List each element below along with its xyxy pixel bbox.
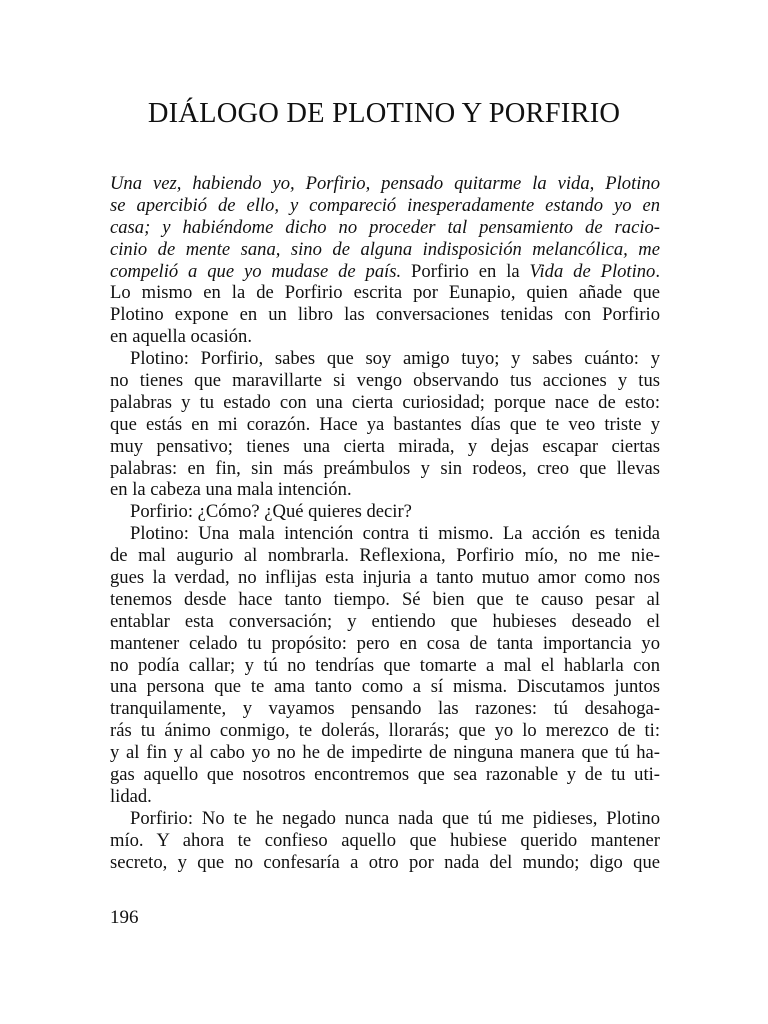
text-segment: gas aquello que nosotros encontremos que sea razonable y de tu uti- (110, 764, 660, 786)
text-segment: lidad. (110, 785, 152, 807)
text-segment: muy pensativo; tienes una cierta mirada, y dejas escapar ciertas (110, 435, 660, 457)
text-segment: que estás en mi corazón. Hace ya bastantes días que te veo triste y (110, 413, 660, 435)
text-segment: Lo mismo en la de Porfirio escrita por Eunapio, quien añade que (110, 282, 660, 304)
text-line (110, 326, 660, 348)
italic-text: Una vez, habiendo yo, Porfirio, pensado quitarme la vida, Plotino (110, 173, 660, 194)
text-segment: palabras y tu estado con una cierta curiosidad; porque nace de esto: (110, 391, 660, 413)
italic-text: casa; y habiéndome dicho no proceder tal pensamiento de racio- (110, 216, 660, 238)
text-line (110, 676, 660, 698)
text-line (110, 633, 660, 655)
text-line (110, 479, 660, 501)
text-line (110, 348, 660, 370)
text-segment: una persona que te ama tanto como a sí misma. Discutamos juntos (110, 676, 660, 698)
text-line (110, 392, 660, 414)
text-line (110, 370, 660, 392)
text-segment: rás tu ánimo conmigo, te dolerás, llorarás; que yo lo merezco de ti: (110, 720, 660, 742)
text-line (110, 655, 660, 677)
text-segment: Porfirio: ¿Cómo? ¿Qué quieres decir? (130, 501, 412, 523)
text-line (110, 436, 660, 458)
text-line (110, 282, 660, 304)
text-line (110, 830, 660, 852)
text-line (110, 261, 660, 283)
italic-text: se apercibió de ello, y compareció inesperadamente estando yo en (110, 194, 660, 216)
text-segment: mantener celado tu propósito: pero en cosa de tanta importancia yo (110, 632, 660, 654)
text-line (110, 239, 660, 261)
text-segment: secreto, y que no confesaría a otro por nada del mundo; digo que (110, 851, 660, 873)
text-segment: tranquilamente, y vayamos pensando las razones: tú desahoga- (110, 698, 660, 720)
text-line (110, 852, 660, 874)
text-segment: en la cabeza una mala intención. (110, 479, 352, 501)
body-text (110, 173, 660, 874)
text-line (110, 589, 660, 611)
text-line (110, 742, 660, 764)
text-line (110, 173, 660, 195)
text-line (110, 764, 660, 786)
text-line (110, 567, 660, 589)
text-line (110, 523, 660, 545)
text-line (110, 501, 660, 523)
chapter-title: DIÁLOGO DE PLOTINO Y PORFIRIO (147, 98, 621, 129)
text-segment: Plotino: Porfirio, sabes que soy amigo tuyo; y sabes cuánto: y (130, 348, 660, 370)
text-line (110, 304, 660, 326)
text-segment: no podía callar; y tú no tendrías que tomarte a mal el hablarla con (110, 654, 660, 676)
text-segment: Porfirio: No te he negado nunca nada que tú me pidieses, Plotino (130, 807, 660, 829)
text-line (110, 720, 660, 742)
text-segment: Porfirio en la (401, 260, 530, 282)
text-segment: Plotino expone en un libro las conversaciones tenidas con Porfirio (110, 304, 660, 326)
text-line (110, 808, 660, 830)
text-line (110, 786, 660, 808)
text-segment: . (655, 260, 660, 282)
text-segment: de mal augurio al nombrarla. Reflexiona, Porfirio mío, no me nie- (110, 545, 660, 567)
text-line (110, 217, 660, 239)
text-segment: entablar esta conversación; y entiendo que hubieses deseado el (110, 610, 660, 632)
text-segment: mío. Y ahora te confieso aquello que hubiese querido mantener (110, 829, 660, 851)
page-number: 196 (110, 907, 139, 928)
italic-text: Vida de Plotino (529, 260, 656, 282)
text-segment: palabras: en fin, sin más preámbulos y sin rodeos, creo que llevas (110, 457, 660, 479)
text-line (110, 458, 660, 480)
text-line (110, 545, 660, 567)
text-segment: y al fin y al cabo yo no he de impedirte de ninguna manera que tú ha- (110, 742, 660, 764)
text-segment: tenemos desde hace tanto tiempo. Sé bien que te causo pesar al (110, 588, 660, 610)
text-line (110, 414, 660, 436)
text-line (110, 698, 660, 720)
text-line (110, 195, 660, 217)
italic-text: cinio de mente sana, sino de alguna indisposición melancólica, me (110, 238, 660, 260)
text-segment: no tienes que maravillarte si vengo observando tus acciones y tus (110, 370, 660, 392)
text-segment: Plotino: Una mala intención contra ti mismo. La acción es tenida (130, 523, 660, 545)
italic-text: compelió a que yo mudase de país. (110, 260, 402, 282)
text-line (110, 611, 660, 633)
text-segment: en aquella ocasión. (110, 326, 252, 348)
text-segment: gues la verdad, no inflijas esta injuria a tanto mutuo amor como nos (110, 567, 660, 589)
